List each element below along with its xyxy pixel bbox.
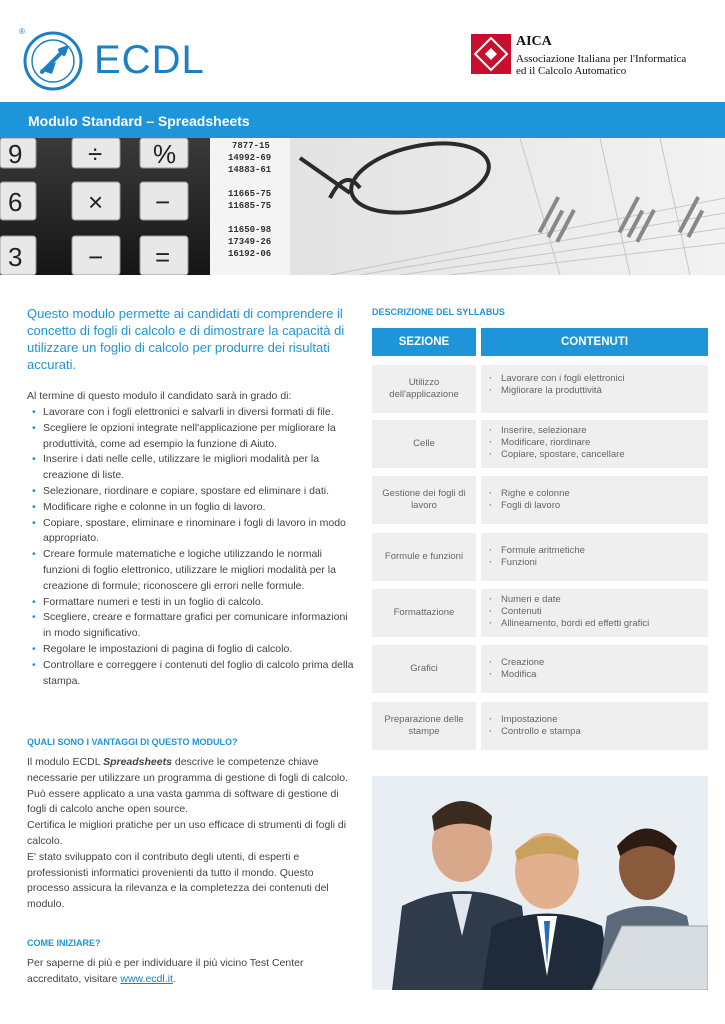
advantages-paragraph-1 (27, 755, 359, 787)
table-row-contenuti (481, 533, 708, 581)
hero-number-1: 7877-15 (232, 141, 270, 151)
aica-logo-icon (471, 34, 511, 74)
list-item: · Creazione (489, 657, 700, 669)
advantages-p1-end: descrive le competenze chiave necessarie per utilizzare un programma di gestione di fogli di calcolo. (27, 756, 348, 784)
syllabus-heading: DESCRIZIONE DEL SYLLABUS (372, 307, 505, 317)
advantages-paragraph-4: E' stato sviluppato con il contributo degli utenti, di esperti e professionisti informatici provenienti da tutto il mondo. Questo processo assicura la rilevanza e la completezza dei contenuti del modulo. (27, 850, 329, 911)
table-row-contenuti (481, 589, 708, 637)
list-item: · Modifica (489, 669, 700, 681)
list-item: · Formule aritmetiche (489, 545, 700, 557)
list-item: · Copiare, spostare, cancellare (489, 449, 700, 461)
advantages-p1-start: Il modulo ECDL (27, 756, 104, 768)
column-header-contenuti: CONTENUTI (481, 328, 708, 356)
hero-number-3: 14883-61 (228, 165, 272, 175)
column-header-sezione: SEZIONE (372, 328, 476, 356)
advantages-paragraph-2: Può essere applicato a una vasta gamma di software di gestione di fogli di calcolo anche open source. (27, 787, 339, 816)
hero-key-9: 9 (8, 139, 23, 169)
hero-number-2: 14992-69 (228, 153, 272, 163)
title-banner (0, 102, 725, 138)
table-row-contenuti (481, 476, 708, 524)
hero-number-8: 16192-06 (228, 249, 272, 259)
list-item: • Formattare numeri e testi in un foglio di calcolo. (27, 595, 357, 611)
hero-key-minus: − (155, 187, 171, 217)
start-sentence: Per saperne di più e per individuare il più vicino Test Center accreditato, visitare (27, 957, 304, 985)
hero-key-multiply: × (88, 187, 104, 217)
hero-number-7: 17349-26 (228, 237, 272, 247)
hero-number-6: 11650-98 (228, 225, 272, 235)
advantages-text (27, 755, 359, 913)
table-row-contenuti (481, 645, 708, 693)
ecdl-website-link[interactable]: www.ecdl.it (120, 972, 173, 985)
list-item: • Lavorare con i fogli elettronici e salvarli in diversi formati di file. (27, 405, 357, 421)
hero-calculator-image (0, 138, 725, 275)
start-period: . (172, 972, 176, 985)
list-item: • Scegliere le opzioni integrate nell'applicazione per migliorare la produttività, come ad esempio la funzione di Aiuto. (27, 421, 357, 453)
list-item: · Funzioni (489, 557, 700, 569)
table-row-contenuti (481, 365, 708, 413)
list-item: · Migliorare la produttività (489, 385, 700, 397)
list-item: · Controllo e stampa (489, 726, 700, 738)
intro-paragraph: Questo modulo permette ai candidati di comprendere il concetto di fogli di calcolo e di dimostrare la capacità di utilizzare un foglio di calcolo per produrre dei risultati accurati. (27, 306, 345, 372)
table-row-contenuti (481, 420, 708, 468)
objectives-list (27, 405, 357, 689)
hero-key-divide: ÷ (88, 139, 103, 169)
table-row-sezione: Formattazione (372, 589, 476, 637)
list-item: • Scegliere, creare e formattare grafici per comunicare informazioni in modo significativo. (27, 610, 357, 642)
list-item: • Regolare le impostazioni di pagina di foglio di calcolo. (27, 642, 357, 658)
aica-name: AICA (516, 34, 552, 49)
list-item: · Allineamento, bordi ed effetti grafici (489, 618, 700, 630)
aica-description (516, 53, 716, 77)
list-item: · Righe e colonne (489, 488, 700, 500)
hero-key-6: 6 (8, 187, 23, 217)
list-item: • Selezionare, riordinare e copiare, spostare ed eliminare i dati. (27, 484, 357, 500)
list-item: · Inserire, selezionare (489, 425, 700, 437)
list-item: • Creare formule matematiche e logiche utilizzando le normali funzioni di foglio elettronico, utilizzare le migliori modalità per la creazione di formule; riconoscere gli errori nelle formule. (27, 547, 357, 594)
table-row-sezione: Grafici (372, 645, 476, 693)
list-item: · Contenuti (489, 606, 700, 618)
hero-key-minus-2: − (88, 242, 104, 272)
hero-key-equals: = (155, 242, 171, 272)
list-item: · Impostazione (489, 714, 700, 726)
list-item: · Lavorare con i fogli elettronici (489, 373, 700, 385)
list-item: • Modificare righe e colonne in un foglio di lavoro. (27, 500, 357, 516)
ecdl-logo-icon (22, 30, 84, 92)
page-title: Modulo Standard – Spreadsheets (28, 113, 250, 129)
advantages-paragraph-3: Certifica le migliori pratiche per un uso efficace di strumenti di fogli di calcolo. (27, 819, 347, 847)
advantages-heading: QUALI SONO I VANTAGGI DI QUESTO MODULO? (27, 737, 238, 747)
table-row-contenuti (481, 702, 708, 750)
hero-number-4: 11665-75 (228, 189, 272, 199)
table-row-sezione: Utilizzo dell'applicazione (372, 365, 476, 413)
list-item: · Fogli di lavoro (489, 500, 700, 512)
list-item: • Copiare, spostare, eliminare e rinominare i fogli di lavoro in modo appropriato. (27, 516, 357, 548)
hero-number-5: 11685-75 (228, 201, 272, 211)
list-item: • Controllare e correggere i contenuti del foglio di calcolo prima della stampa. (27, 658, 357, 690)
advantages-p1-emphasis: Spreadsheets (103, 756, 172, 768)
hero-key-percent: % (153, 139, 177, 169)
ecdl-wordmark: ECDL (94, 38, 205, 82)
table-row-sezione: Celle (372, 420, 476, 468)
aica-desc-line-1: Associazione Italiana per l'Informatica (516, 53, 687, 65)
hero-key-3: 3 (8, 242, 23, 272)
list-item: · Numeri e date (489, 594, 700, 606)
list-item: · Modificare, riordinare (489, 437, 700, 449)
start-heading: COME INIZIARE? (27, 938, 101, 948)
aica-desc-line-2: ed il Calcolo Automatico (516, 65, 627, 77)
lead-sentence: Al termine di questo modulo il candidato sarà in grado di: (27, 390, 292, 402)
start-text (27, 956, 357, 988)
ecdl-reg-mark: ® (19, 27, 25, 36)
table-row-sezione: Gestione dei fogli di lavoro (372, 476, 476, 524)
list-item: • Inserire i dati nelle celle, utilizzare le migliori modalità per la creazione di liste. (27, 452, 357, 484)
business-people-photo (372, 776, 708, 990)
table-row-sezione: Preparazione delle stampe (372, 702, 476, 750)
table-row-sezione: Formule e funzioni (372, 533, 476, 581)
